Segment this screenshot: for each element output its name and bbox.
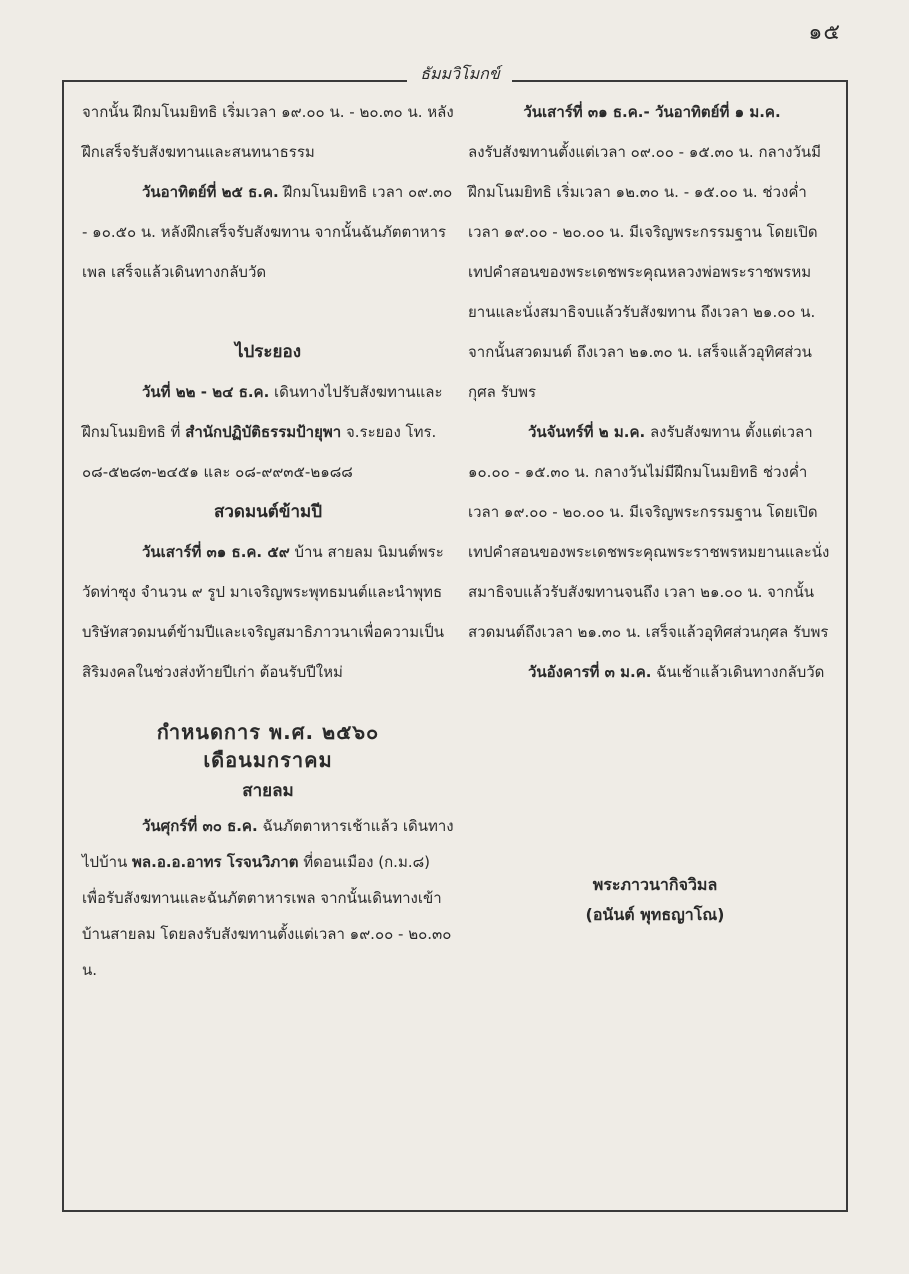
right-paragraph-2 [468,412,836,652]
left-paragraph-5 [82,808,454,988]
paragraph-text: จ.ระยอง โทร. ๐๘-๕๒๘๓-๒๔๕๑ และ ๐๘-๙๙๓๕-๒๑๘๘ [82,423,437,481]
right-paragraph-1: ลงรับสังฆทานตั้งแต่เวลา ๐๙.๐๐ - ๑๕.๓๐ น. กลางวันมีฝึกมโนมยิทธิ เริ่มเวลา ๑๒.๓๐ น. - ๑๕.๐๐ น. ช่วงค่ำ เวลา ๑๙.๐๐ - ๒๐.๐๐ น. มีเจริญพระกรรมฐาน โดยเปิดเทปคำสอนของพระเดชพระคุณหลวงพ่อพระราชพรหมยานและนั่งสมาธิจบแล้วรับสังฆทาน ถึงเวลา ๒๑.๐๐ น. จากนั้นสวดมนต์ ถึงเวลา ๒๑.๓๐ น. เสร็จแล้วอุทิศส่วนกุศล รับพร [468,143,822,401]
heading-chant: สวดมนต์ข้ามปี [214,502,322,522]
signature-block [520,870,790,930]
left-paragraph-4 [82,532,454,692]
host-label: พล.อ.อ.อาทร โรจนวิภาต [132,853,299,871]
date-label: วันอาทิตย์ที่ ๒๕ ธ.ค. [142,183,279,201]
right-paragraph-3 [468,652,836,692]
date-label: วันจันทร์ที่ ๒ ม.ค. [528,423,646,441]
left-column [82,92,454,988]
heading-month: เดือนมกราคม [203,748,333,772]
heading-schedule: กำหนดการ พ.ศ. ๒๕๖๐ [156,720,380,744]
venue-label: สำนักปฏิบัติธรรมป้ายุพา [185,423,342,441]
header-title: ธัมมวิโมกข์ [420,64,500,83]
signature-name: (อนันต์ พุทธญาโณ) [585,905,725,924]
signature-title: พระภาวนากิจวิมล [592,875,718,894]
paragraph-text: ลงรับสังฆทาน ตั้งแต่เวลา ๑๐.๐๐ - ๑๕.๓๐ น. กลางวันไม่มีฝึกมโนมยิทธิ ช่วงค่ำเวลา ๑๙.๐๐ - ๒๐.๐๐ น. มีเจริญพระกรรมฐาน โดยเปิดเทปคำสอนของพระเดชพระคุณพระราชพรหมยานและนั่งสมาธิจบแล้วรับสังฆทานจนถึง เวลา ๒๑.๐๐ น. จากนั้นสวดมนต์ถึงเวลา ๒๑.๓๐ น. เสร็จแล้วอุทิศส่วนกุศล รับพร [468,423,830,641]
heading-rayong: ไประยอง [234,342,302,362]
paragraph-text: ที่ดอนเมือง (ก.ม.๘) เพื่อรับสังฆทานและฉันภัตตาหารเพล จากนั้นเดินทางเข้าบ้านสายลม โดยลงรับสังฆทานตั้งแต่เวลา ๑๙.๐๐ - ๒๐.๓๐ น. [82,853,452,979]
heading-sailom: สายลม [242,781,294,801]
date-label: วันที่ ๒๒ - ๒๔ ธ.ค. [142,383,270,401]
date-label: วันอังคารที่ ๓ ม.ค. [528,663,652,681]
right-heading-1: วันเสาร์ที่ ๓๑ ธ.ค.- วันอาทิตย์ที่ ๑ ม.ค. [523,103,781,121]
left-paragraph-1: จากนั้น ฝึกมโนมยิทธิ เริ่มเวลา ๑๙.๐๐ น. - ๒๐.๓๐ น. หลังฝึกเสร็จรับสังฆทานและสนทนาธรรม [82,103,454,161]
left-paragraph-2 [82,172,454,292]
paragraph-text: ฉันเช้าแล้วเดินทางกลับวัด [651,663,825,681]
date-label: วันเสาร์ที่ ๓๑ ธ.ค. ๕๙ [142,543,290,561]
paragraph-text: ฝึกมโนมยิทธิ เวลา ๐๙.๓๐ - ๑๐.๕๐ น. หลังฝึกเสร็จรับสังฆทาน จากนั้นฉันภัตตาหารเพล เสร็จแล้วเดินทางกลับวัด [82,183,453,281]
paragraph-text: ฉันภัตตาหารเช้าแล้ว เดินทางไปบ้าน [82,817,454,871]
page-number: ๑๕ [808,20,841,45]
paragraph-text: บ้าน สายลม นิมนต์พระวัดท่าซุง จำนวน ๙ รูป มาเจริญพระพุทธมนต์และนำพุทธบริษัทสวดมนต์ข้ามปีและเจริญสมาธิภาวนาเพื่อความเป็นสิริมงคลในช่วงส่งท้ายปีเก่า ต้อนรับปีใหม่ [82,543,445,681]
date-label: วันศุกร์ที่ ๓๐ ธ.ค. [142,817,258,835]
right-column [468,92,836,692]
left-paragraph-3 [82,372,454,492]
paragraph-text: เดินทางไปรับสังฆทานและฝึกมโนมยิทธิ ที่ [82,383,443,441]
